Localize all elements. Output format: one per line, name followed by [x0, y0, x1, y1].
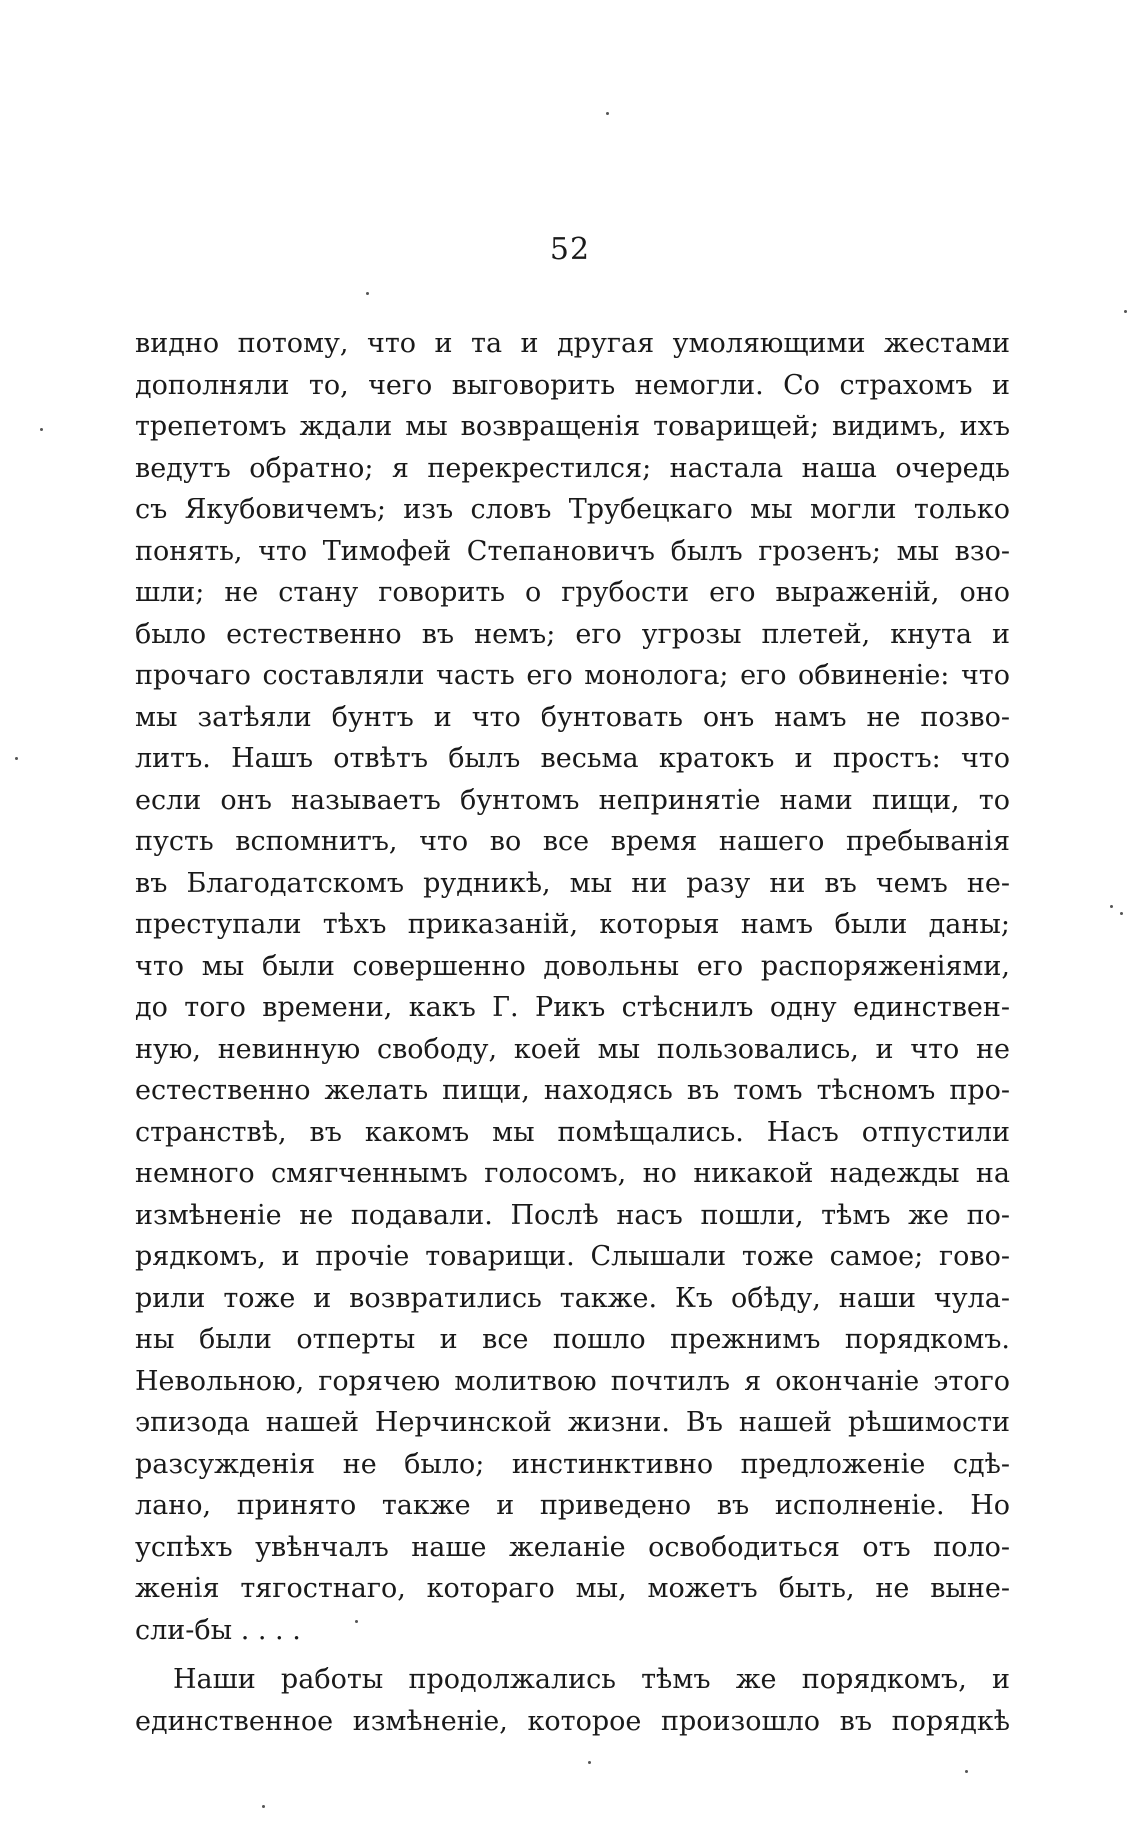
- text-line: было естественно въ немъ; его угрозы плетей, кнута и: [135, 618, 1010, 650]
- scan-speck: [15, 757, 18, 760]
- text-line: лано, принято также и приведено въ исполненіе. Но: [135, 1490, 1010, 1521]
- scan-speck: [588, 1761, 591, 1764]
- text-line: эпизода нашей Нерчинской жизни. Въ нашей рѣшимости: [135, 1407, 1010, 1438]
- paragraph: [135, 1659, 1010, 1742]
- text-line: понять, что Тимофей Степановичъ былъ грозенъ; мы взо-: [135, 535, 1010, 567]
- text-line: ную, невинную свободу, коей мы пользовались, и что не: [135, 1033, 1010, 1065]
- text-line: до того времени, какъ Г. Рикъ стѣснилъ одну единствен-: [135, 992, 1010, 1023]
- text-line: единственное измѣненіе, которое произошло въ порядкѣ: [135, 1705, 1010, 1737]
- body-text: [135, 323, 1010, 1742]
- text-line: ведутъ обратно; я перекрестился; настала наша очередь: [135, 452, 1010, 484]
- text-line: мы затѣяли бунтъ и что бунтовать онъ намъ не позво-: [135, 701, 1010, 733]
- text-line: рили тоже и возвратились также. Къ обѣду, наши чула-: [135, 1282, 1010, 1314]
- text-line: если онъ называетъ бунтомъ непринятіе нами пищи, то: [135, 784, 1010, 816]
- paragraph-gap: [135, 1651, 1010, 1659]
- text-line: шли; не стану говорить о грубости его выраженій, оно: [135, 577, 1010, 608]
- text-line: Невольною, горячею молитвою почтилъ я окончаніе этого: [135, 1365, 1010, 1397]
- text-line: рядкомъ, и прочіе товарищи. Слышали тоже самое; гово-: [135, 1241, 1010, 1272]
- scan-speck: [1110, 905, 1113, 908]
- text-line: съ Якубовичемъ; изъ словъ Трубецкаго мы могли только: [135, 494, 1010, 525]
- text-line: дополняли то, чего выговорить немогли. Со страхомъ и: [135, 369, 1010, 401]
- text-line: разсужденія не было; инстинктивно предложеніе сдѣ-: [135, 1448, 1010, 1480]
- text-line: трепетомъ ждали мы возвращенія товарищей; видимъ, ихъ: [135, 411, 1010, 442]
- scan-speck: [366, 292, 369, 295]
- text-line: успѣхъ увѣнчалъ наше желаніе освободиться отъ поло-: [135, 1531, 1010, 1563]
- text-line: странствѣ, въ какомъ мы помѣщались. Насъ отпустили: [135, 1116, 1010, 1148]
- text-line: Наши работы продолжались тѣмъ же порядкомъ, и: [173, 1664, 1010, 1695]
- scan-speck: [355, 1620, 358, 1623]
- scan-speck: [40, 428, 43, 431]
- text-line: пусть вспомнитъ, что во все время нашего пребыванія: [135, 826, 1010, 857]
- text-line: литъ. Нашъ отвѣтъ былъ весьма кратокъ и простъ: что: [135, 743, 1010, 774]
- text-line: ны были отперты и все пошло прежнимъ порядкомъ.: [135, 1324, 1010, 1355]
- page-number: 52: [549, 232, 591, 267]
- text-line: естественно желать пищи, находясь въ томъ тѣсномъ про-: [135, 1075, 1010, 1106]
- text-line: преступали тѣхъ приказаній, которыя намъ были даны;: [135, 909, 1010, 940]
- scan-speck: [1124, 310, 1127, 313]
- text-line: сли-бы . . . .: [135, 1614, 301, 1646]
- text-line: немного смягченнымъ голосомъ, но никакой надежды на: [135, 1158, 1010, 1189]
- text-line: видно потому, что и та и другая умоляющими жестами: [135, 328, 1010, 359]
- paragraph: [135, 323, 1010, 1651]
- scan-speck: [606, 112, 609, 115]
- scan-speck: [1120, 912, 1123, 915]
- text-line: прочаго составляли часть его монолога; его обвиненіе: что: [135, 660, 1010, 691]
- text-line: измѣненіе не подавали. Послѣ насъ пошли, тѣмъ же по-: [135, 1199, 1010, 1231]
- text-line: женія тягостнаго, котораго мы, можетъ быть, не выне-: [135, 1573, 1010, 1604]
- text-line: что мы были совершенно довольны его распоряженіями,: [135, 950, 1010, 982]
- text-line: въ Благодатскомъ рудникѣ, мы ни разу ни въ чемъ не-: [135, 867, 1010, 899]
- scan-speck: [965, 1770, 968, 1773]
- scan-speck: [262, 1805, 265, 1808]
